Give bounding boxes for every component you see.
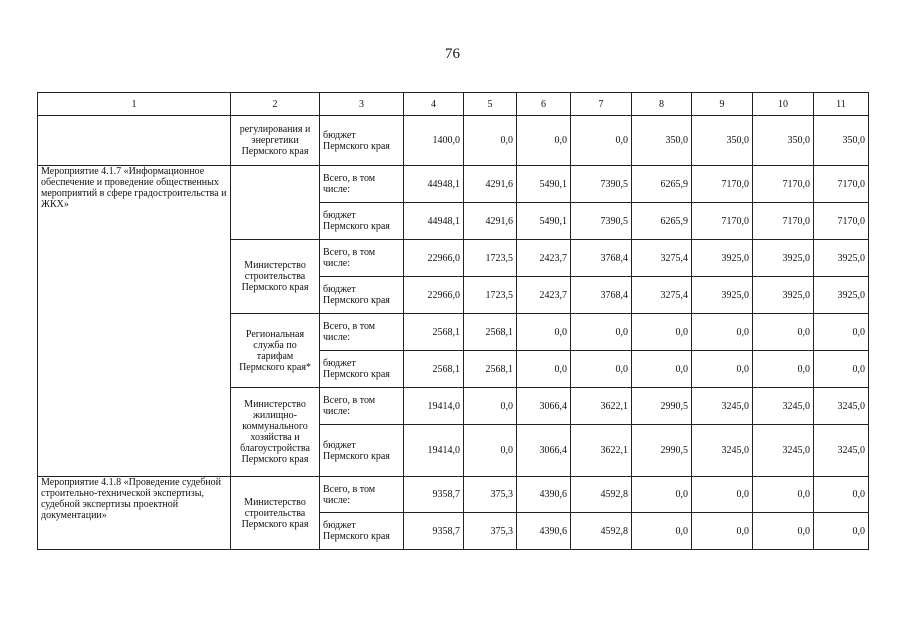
value-cell: 350,0: [692, 116, 753, 166]
value-cell: 6265,9: [632, 166, 692, 203]
value-cell: 0,0: [571, 314, 632, 351]
value-cell: 0,0: [632, 477, 692, 513]
value-cell: 22966,0: [404, 240, 464, 277]
source-cell: бюджет Пермского края: [320, 425, 404, 477]
value-cell: 3275,4: [632, 277, 692, 314]
col-header: 11: [814, 93, 869, 116]
value-cell: 0,0: [464, 116, 517, 166]
value-cell: 3245,0: [753, 388, 814, 425]
value-cell: 4592,8: [571, 477, 632, 513]
measure-4-1-8: Мероприятие 4.1.8 «Проведение судебной строительно-технической экспертизы, судебной экспертизы проектной документации»: [38, 477, 231, 550]
value-cell: 7170,0: [692, 203, 753, 240]
source-cell: Всего, в том числе:: [320, 240, 404, 277]
value-cell: 3925,0: [814, 240, 869, 277]
value-cell: 22966,0: [404, 277, 464, 314]
value-cell: 0,0: [517, 116, 571, 166]
value-cell: 0,0: [692, 314, 753, 351]
value-cell: 7390,5: [571, 203, 632, 240]
value-cell: 3768,4: [571, 277, 632, 314]
value-cell: 1400,0: [404, 116, 464, 166]
value-cell: 3066,4: [517, 388, 571, 425]
value-cell: 0,0: [632, 314, 692, 351]
col-header: 1: [38, 93, 231, 116]
value-cell: 3245,0: [814, 425, 869, 477]
value-cell: 2568,1: [404, 314, 464, 351]
value-cell: 2568,1: [464, 314, 517, 351]
value-cell: 350,0: [814, 116, 869, 166]
value-cell: 2423,7: [517, 277, 571, 314]
measure-cell: [38, 116, 231, 166]
value-cell: 2990,5: [632, 425, 692, 477]
value-cell: 19414,0: [404, 425, 464, 477]
source-cell: бюджет Пермского края: [320, 351, 404, 388]
table-row: [38, 477, 869, 513]
value-cell: 5490,1: [517, 203, 571, 240]
col-header: 4: [404, 93, 464, 116]
value-cell: 0,0: [753, 513, 814, 550]
value-cell: 0,0: [753, 351, 814, 388]
value-cell: 0,0: [692, 351, 753, 388]
executor-cell: Министерство жилищно-коммунального хозяйства и благоустройства Пермского края: [231, 388, 320, 477]
value-cell: 6265,9: [632, 203, 692, 240]
col-header: 2: [231, 93, 320, 116]
value-cell: 0,0: [632, 513, 692, 550]
value-cell: 3245,0: [692, 425, 753, 477]
value-cell: 4592,8: [571, 513, 632, 550]
value-cell: 0,0: [632, 351, 692, 388]
value-cell: 350,0: [632, 116, 692, 166]
source-cell: бюджет Пермского края: [320, 203, 404, 240]
col-header: 10: [753, 93, 814, 116]
value-cell: 3622,1: [571, 388, 632, 425]
source-cell: Всего, в том числе:: [320, 477, 404, 513]
measure-4-1-7: Мероприятие 4.1.7 «Информационное обеспечение и проведение общественных мероприятий в сфере градостроительства и ЖКХ»: [38, 166, 231, 477]
value-cell: 7390,5: [571, 166, 632, 203]
value-cell: 2568,1: [404, 351, 464, 388]
source-cell: Всего, в том числе:: [320, 388, 404, 425]
value-cell: 0,0: [692, 477, 753, 513]
source-cell: Всего, в том числе:: [320, 314, 404, 351]
value-cell: 3275,4: [632, 240, 692, 277]
value-cell: 7170,0: [753, 203, 814, 240]
col-header: 6: [517, 93, 571, 116]
col-header: 3: [320, 93, 404, 116]
value-cell: 0,0: [814, 513, 869, 550]
value-cell: 3925,0: [692, 277, 753, 314]
value-cell: 3245,0: [814, 388, 869, 425]
value-cell: 375,3: [464, 477, 517, 513]
header-row: [38, 93, 869, 116]
value-cell: 0,0: [571, 116, 632, 166]
value-cell: 5490,1: [517, 166, 571, 203]
value-cell: 7170,0: [692, 166, 753, 203]
value-cell: 3622,1: [571, 425, 632, 477]
value-cell: 3925,0: [753, 240, 814, 277]
value-cell: 9358,7: [404, 477, 464, 513]
value-cell: 2423,7: [517, 240, 571, 277]
col-header: 5: [464, 93, 517, 116]
col-header: 9: [692, 93, 753, 116]
value-cell: 0,0: [814, 314, 869, 351]
col-header: 8: [632, 93, 692, 116]
value-cell: 19414,0: [404, 388, 464, 425]
source-cell: бюджет Пермского края: [320, 277, 404, 314]
value-cell: 350,0: [753, 116, 814, 166]
value-cell: 3066,4: [517, 425, 571, 477]
value-cell: 4291,6: [464, 166, 517, 203]
value-cell: 0,0: [692, 513, 753, 550]
value-cell: 0,0: [814, 351, 869, 388]
col-header: 7: [571, 93, 632, 116]
value-cell: 4390,6: [517, 477, 571, 513]
value-cell: 1723,5: [464, 277, 517, 314]
value-cell: 3925,0: [814, 277, 869, 314]
value-cell: 0,0: [571, 351, 632, 388]
value-cell: 0,0: [517, 314, 571, 351]
value-cell: 0,0: [464, 388, 517, 425]
value-cell: 1723,5: [464, 240, 517, 277]
value-cell: 3245,0: [692, 388, 753, 425]
value-cell: 7170,0: [753, 166, 814, 203]
source-cell: бюджет Пермского края: [320, 513, 404, 550]
value-cell: 4291,6: [464, 203, 517, 240]
value-cell: 0,0: [753, 314, 814, 351]
value-cell: 2990,5: [632, 388, 692, 425]
value-cell: 3768,4: [571, 240, 632, 277]
executor-cell: [231, 166, 320, 240]
value-cell: 2568,1: [464, 351, 517, 388]
value-cell: 4390,6: [517, 513, 571, 550]
value-cell: 3925,0: [753, 277, 814, 314]
budget-table: [37, 92, 869, 550]
value-cell: 3925,0: [692, 240, 753, 277]
value-cell: 7170,0: [814, 203, 869, 240]
value-cell: 7170,0: [814, 166, 869, 203]
value-cell: 375,3: [464, 513, 517, 550]
executor-cell: Министерство строительства Пермского края: [231, 240, 320, 314]
executor-cell: регулирования и энергетики Пермского края: [231, 116, 320, 166]
executor-cell: Региональная служба по тарифам Пермского края*: [231, 314, 320, 388]
value-cell: 0,0: [814, 477, 869, 513]
page-number: 76: [445, 46, 460, 62]
table-row: [38, 166, 869, 203]
value-cell: 3245,0: [753, 425, 814, 477]
source-cell: бюджет Пермского края: [320, 116, 404, 166]
source-cell: Всего, в том числе:: [320, 166, 404, 203]
value-cell: 0,0: [464, 425, 517, 477]
executor-cell: Министерство строительства Пермского края: [231, 477, 320, 550]
value-cell: 9358,7: [404, 513, 464, 550]
value-cell: 44948,1: [404, 203, 464, 240]
table-row: [38, 116, 869, 166]
value-cell: 0,0: [517, 351, 571, 388]
value-cell: 44948,1: [404, 166, 464, 203]
value-cell: 0,0: [753, 477, 814, 513]
